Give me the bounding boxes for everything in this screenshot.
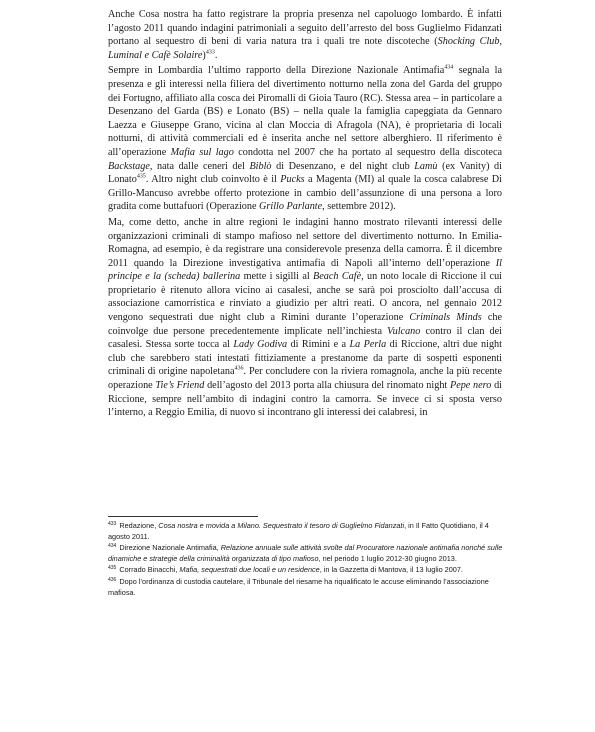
- text-run: , in Il Fatto Quotidiano, il 4 agosto 2011.: [108, 521, 489, 541]
- footnote-number: 436: [108, 576, 117, 583]
- text-run: , nata dalle ceneri del: [149, 160, 250, 172]
- paragraph: [108, 8, 502, 62]
- text-run: Anche Cosa nostra ha fatto registrare la propria presenza nel capoluogo lombardo. È infatti l’agosto 2011 quando indagini patrimoniali a seguito dell’arresto del boss Guglielmo Fidanzati portano al sequestro di beni di varia natura tra i quali tre note discoteche (: [108, 9, 502, 48]
- italic-run: Lamù: [414, 160, 438, 172]
- footnote-number: 434: [108, 542, 117, 549]
- footnote-number: 435: [108, 564, 117, 571]
- italic-run: Il principe e la (scheda) ballerina: [108, 257, 502, 283]
- italic-run: Shocking Club, Luminal e Cafè Solaire: [108, 36, 503, 61]
- text-run: dell’agosto del 2013 porta alla chiusura del rinomato night: [204, 380, 450, 392]
- italic-run: Lady Godiva: [233, 339, 288, 351]
- text-run: , in la Gazzetta di Mantova, il 13 luglio 2007.: [319, 565, 463, 575]
- footnote-number: 433: [108, 520, 117, 527]
- italic-run: Tie’s Friend: [155, 380, 205, 392]
- text-run: Sempre in Lombardia l’ultimo rapporto della Direzione Nazionale Antimafia: [108, 65, 445, 77]
- italic-run: Beach Cafè: [313, 271, 362, 283]
- paragraph: [108, 64, 502, 214]
- footnote-ref: 434: [444, 64, 454, 71]
- text-run: che coinvolge due persone precedentemente implicate nell’inchiesta: [108, 312, 503, 337]
- footnote-ref: 436: [234, 366, 244, 373]
- italic-run: Pucks: [280, 174, 305, 186]
- footnote: [108, 521, 508, 542]
- footnote: [108, 577, 508, 598]
- footnote-separator: [108, 516, 258, 517]
- italic-run: Relazione annuale sulle attività svolte dal Procuratore nazionale antimafia nonché sulle dinamiche e strategie della criminalità organizzata di tipo mafioso: [108, 543, 503, 563]
- footnotes: [108, 521, 508, 599]
- text-run: a Magenta (MI) al quale la cosca calabrese Di Grillo-Mancuso avrebbe offerto protezione in cambio dell’assunzione di una persona a loro gradita come buttafuori (Operazione: [108, 174, 502, 213]
- text-run: ): [202, 49, 206, 61]
- italic-run: Pepe nero: [449, 380, 492, 392]
- text-run: . Per concludere con la riviera romagnola, anche la più recente operazione: [108, 366, 502, 392]
- text-run: Redazione,: [119, 521, 159, 530]
- paragraph: [108, 216, 502, 420]
- italic-run: La Perla: [349, 339, 387, 351]
- text-run: Dopo l’ordinanza di custodia cautelare, il Tribunale del riesame ha riqualificato le accuse eliminando l’associazione mafiosa.: [108, 576, 489, 597]
- text-run: , nel periodo 1 luglio 2012-30 giugno 2013.: [318, 553, 457, 563]
- italic-run: Vulcano: [387, 325, 421, 337]
- italic-run: Grillo Parlante: [259, 201, 323, 213]
- text-run: . Altro night club coinvolto è il: [145, 174, 281, 186]
- footnote-ref: 433: [205, 49, 215, 56]
- text-run: , un noto locale di Riccione il cui proprietario è ritenuto allora vicino ai casalesi, anche se sarà poi prosciolto dall’accusa di associazione camorristica e rinviato a giudizio per altri reati. O ancora, nel gennaio 2012 vengono sequestrati due night club a Rimini durante l’operazione: [108, 271, 502, 324]
- text-run: (ex Vanity) di Lonato: [108, 160, 502, 186]
- footnote: [108, 565, 508, 576]
- text-run: di Riccione, altri due night club che sarebbero stati intestati fittiziamente a prestanome da parte di sospetti esponenti criminali di origine napoletana: [108, 339, 502, 378]
- footnote-ref: 435: [136, 173, 146, 180]
- text-run: .: [214, 49, 218, 61]
- text-run: mette i sigilli al: [240, 271, 314, 283]
- footnote: [108, 543, 508, 564]
- italic-run: Biblò: [249, 160, 272, 172]
- text-run: segnala la presenza e gli interessi nella filiera del divertimento notturno nella zona del Garda del gruppo dei Fortugno, affiliato alla cosca dei Piromalli di Gioia Tauro (RC). Stessa area – in particolare a Desenzano del Garda (BS) e Lonato (BS) – nella quale la famiglia capeggiata da Gennaro Laezza e Giuseppe Grano, vicina al clan Moccia di Afragola (NA), è proprietaria di locali notturni, di attività commerciali ed è inserita anche nel settore alberghiero. Il riferimento è all’operazione: [108, 65, 502, 158]
- text-run: condotta nel 2007 che ha portato al sequestro della discoteca: [233, 146, 502, 158]
- text-run: Corrado Binacchi,: [119, 565, 180, 575]
- italic-run: Mafia, sequestrati due locali e un residence: [179, 565, 320, 575]
- body-text: [108, 8, 502, 422]
- italic-run: Mafia sul lago: [170, 146, 234, 158]
- text-run: Ma, come detto, anche in altre regioni le indagini hanno mostrato rilevanti interessi delle organizzazioni criminali di stampo mafioso nel settore del divertimento notturno. In Emilia-Romagna, ad esempio, è da registrare una considerevole presenza della camorra. È il dicembre 2011 quando la Direzione investigativa antimafia di Napoli all’interno dell’operazione: [108, 216, 502, 269]
- text-run: di Riccione, sempre nell’ambito di indagini contro la camorra. Se invece ci si sposta verso l’interno, a Reggio Emilia, di nuovo si incontrano gli interessi dei calabresi, in: [108, 380, 503, 419]
- text-run: di Desenzano, e del night club: [271, 160, 415, 172]
- text-run: di Rimini e a: [287, 339, 350, 351]
- italic-run: Backstage: [108, 160, 150, 172]
- text-run: contro il clan dei casalesi. Stessa sorte tocca al: [108, 325, 502, 351]
- italic-run: Criminals Minds: [409, 312, 482, 324]
- italic-run: Cosa nostra e movida a Milano. Sequestrato il tesoro di Guglielmo Fidanzati: [158, 521, 405, 530]
- text-run: Direzione Nazionale Antimafia,: [119, 543, 221, 553]
- text-run: , settembre 2012).: [322, 201, 396, 213]
